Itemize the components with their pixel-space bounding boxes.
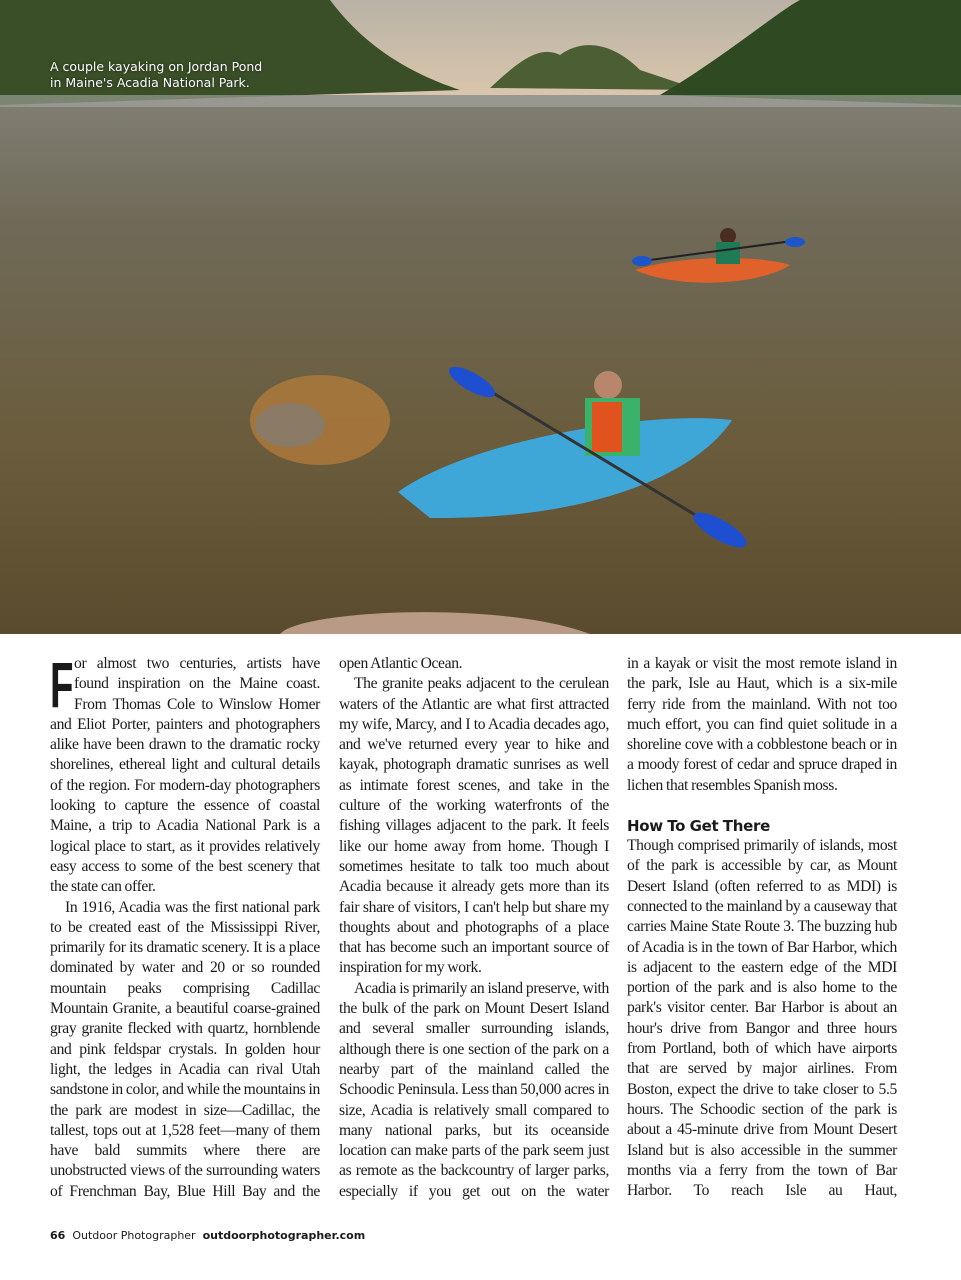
caption-line: in Maine's Acadia National Park. — [50, 75, 250, 90]
website-link[interactable]: outdoorphotographer.com — [202, 1229, 366, 1242]
article-column-3 — [627, 654, 897, 1201]
paragraph: The granite peaks adjacent to the cerulean waters of the Atlantic are what first attracted my wife, Marcy, and I to Acadia decades ago, and we've returned every year to hike and kayak, photograph dramatic sunrises as well as intimate forest scenes, and take in the culture of the working waterfronts of the fishing villages adjacent to the park. It feels like our home away from home. Though I sometimes hesitate to talk too much about Acadia because it already gets more than its fair share of visitors, I can't help but share my thoughts about and photographs of a place that has become such an important source of inspiration for my work. — [339, 675, 609, 977]
section-heading: How To Get There — [627, 817, 770, 836]
article-column-1 — [50, 649, 320, 1202]
page-number: 66 — [50, 1229, 66, 1242]
caption-line: A couple kayaking on Jordan Pond — [50, 59, 263, 74]
paragraph: open Atlantic Ocean. — [339, 655, 463, 672]
paragraph: in a kayak or visit the most remote island in the park, Isle au Haut, which is a six-mile ferry ride from the mainland. With not too much effort, you can find quiet solitude in a shoreline cove with a cobblestone beach or in a moody forest of cedar and spruce draped in lichen that resembles Spanish moss. — [627, 655, 897, 794]
article-column-2 — [339, 654, 609, 1202]
drop-cap: F — [50, 649, 74, 721]
page-footer — [50, 1229, 365, 1242]
paragraph: Acadia is primarily an island preserve, with the bulk of the park on Mount Desert Island and several smaller surrounding islands, although there is one section of the park on a nearby part of the mainland called the Schoodic Peninsula. Less than 50,000 acres in size, Acadia is relatively small compared to many national parks, but its oceanside location can make parts of the park seem just as remote as the backcountry of larger parks, especially if you get out on the water — [339, 979, 609, 1200]
magazine-name: Outdoor Photographer — [72, 1229, 196, 1242]
kayaking-photo — [0, 0, 961, 634]
paragraph: In 1916, Acadia was the first national park to be created east of the Mississippi River, primarily for its dramatic scenery. It is a place dominated by water and 20 or so rounded mountain peaks comprising Cadillac Mountain Granite, a beautiful coarse-grained gray granite flecked with quartz, hornblende and pink feldspar crystals. In golden hour light, the ledges in Acadia can rival Utah sandstone in color, and while the mountains in the park are modest in size—Cadillac, the tallest, tops out at 1,528 feet—many of them have bald summits where there are unobstructed views of the surrounding waters of Frenchman Bay, Blue Hill Bay and the — [50, 898, 320, 1200]
paragraph: Though comprised primarily of islands, most of the park is accessible by car, as Mount Desert Island (often referred to as MDI) is connected to the mainland by a causeway that carries Maine State Route 3. The buzzing hub of Acadia is in the town of Bar Harbor, which is adjacent to the eastern edge of the MDI portion of the park and is also home to the park's visitor center. Bar Harbor is about an hour's drive from Bangor and three hours from Portland, both of which have airports that are served by major airlines. From Boston, expect the drive to take closer to 5.5 hours. The Schoodic section of the park is about a 45-minute drive from Mount Desert Island but is also accessible in the summer months via a ferry from the town of Bar Harbor. To reach Isle au Haut, — [627, 837, 897, 1200]
paragraph: For almost two centuries, artists have found inspiration on the Maine coast. From Thomas Cole to Winslow Homer and Eliot Porter, painters and photographers alike have been drawn to the dramatic rocky shorelines, ethereal light and cultural details of the region. For modern-day photographers looking to capture the essence of coastal Maine, a trip to Acadia National Park is a logical place to start, as it provides relatively easy access to some of the best scenery that the state can offer. — [50, 649, 320, 896]
photo-caption — [50, 59, 262, 91]
